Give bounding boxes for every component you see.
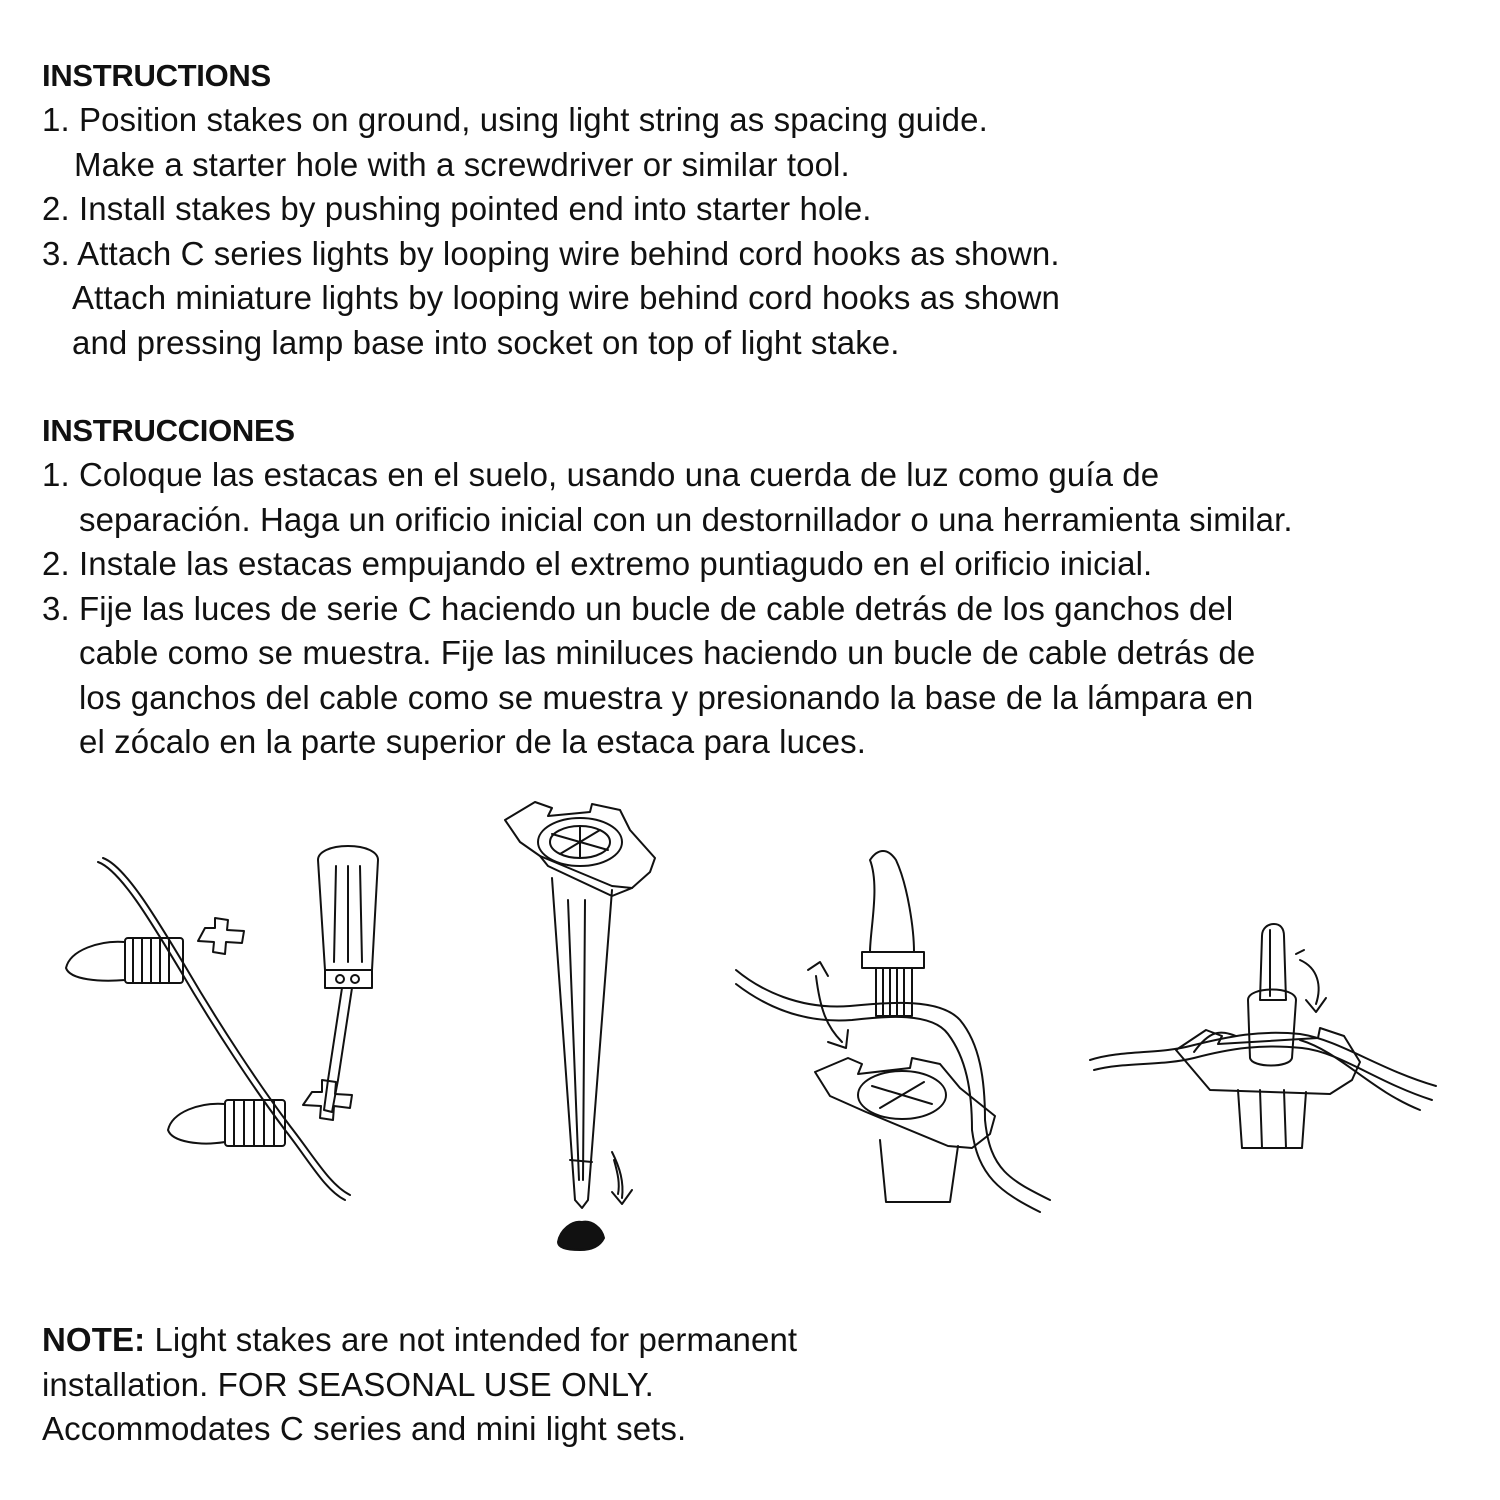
screwdriver-icon <box>303 846 378 1120</box>
instruccion-paso-3: 3. Fije las luces de serie C haciendo un bucle de cable detrás de los ganchos del <box>42 589 1234 627</box>
note-line-2: installation. FOR SEASONAL USE ONLY. <box>42 1365 654 1403</box>
light-stake-icon <box>505 802 655 1250</box>
instruccion-paso-1-continued: separación. Haga un orificio inicial con un destornillador o una herramienta similar. <box>79 500 1293 538</box>
instruction-step-1-continued: Make a starter hole with a screwdriver or similar tool. <box>74 145 850 183</box>
note-line-3: Accommodates C series and mini light sets. <box>42 1410 687 1447</box>
instruccion-paso-3-continued-2: los ganchos del cable como se muestra y presionando la base de la lámpara en <box>79 678 1254 716</box>
instruction-step-3-continued-2: and pressing lamp base into socket on top of light stake. <box>72 323 900 361</box>
c-series-light-string-icon <box>66 858 350 1200</box>
note-text-1: Light stakes are not intended for permanent <box>154 1321 798 1358</box>
instruccion-paso-2: 2. Instale las estacas empujando el extremo puntiagudo en el orificio inicial. <box>42 545 1153 582</box>
illustrations <box>0 790 1500 1270</box>
instruccion-paso-1: 1. Coloque las estacas en el suelo, usando una cuerda de luz como guía de <box>42 456 1160 493</box>
note-label: NOTE: <box>42 1321 146 1358</box>
note-line-1 <box>42 1318 797 1363</box>
instrucciones-heading: INSTRUCCIONES <box>42 413 295 448</box>
instruction-step-3-continued: Attach miniature lights by looping wire behind cord hooks as shown <box>72 279 1060 316</box>
instruction-step-3: 3. Attach C series lights by looping wire behind cord hooks as shown. <box>42 234 1060 272</box>
c-series-light-on-stake-icon <box>736 851 1050 1212</box>
instruccion-paso-3-continued: cable como se muestra. Fije las miniluces haciendo un bucle de cable detrás de <box>79 634 1256 671</box>
instruction-step-2: 2. Install stakes by pushing pointed end into starter hole. <box>42 190 872 227</box>
mini-light-on-stake-icon <box>1090 924 1436 1148</box>
instructions-heading: INSTRUCTIONS <box>42 58 271 93</box>
instruction-step-1: 1. Position stakes on ground, using light string as spacing guide. <box>42 101 988 138</box>
note-section <box>42 1318 797 1452</box>
instruccion-paso-3-continued-3: el zócalo en la parte superior de la estaca para luces. <box>79 723 866 760</box>
instructions-english <box>42 54 1060 365</box>
instructions-spanish <box>42 409 1293 765</box>
